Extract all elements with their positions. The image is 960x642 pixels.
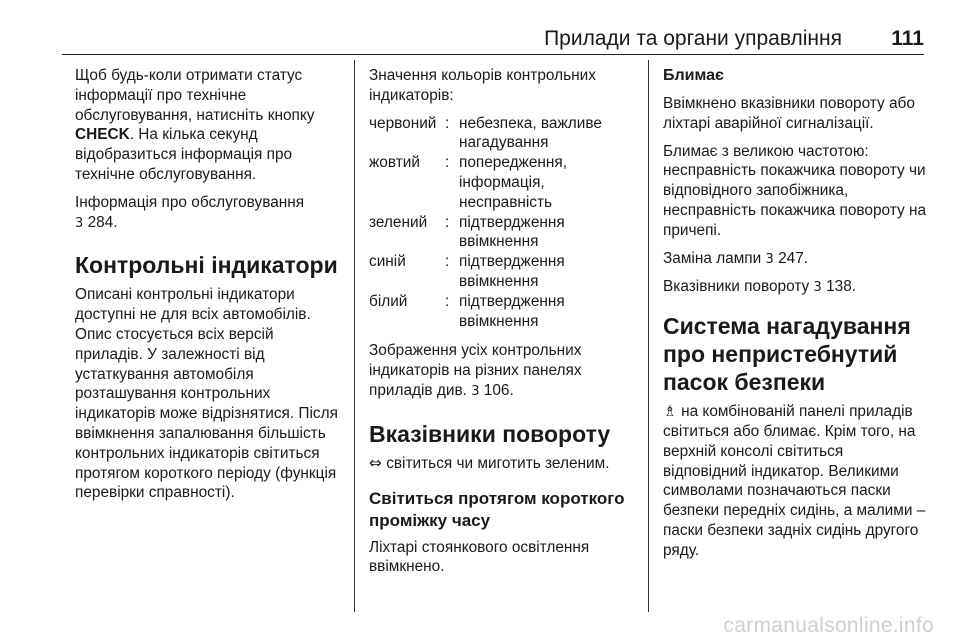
column-1 — [75, 66, 343, 511]
color-name: жовтий — [369, 154, 420, 172]
color-row — [369, 252, 637, 292]
page-ref-icon: 3 — [75, 215, 84, 231]
column-divider-1 — [354, 60, 355, 612]
watermark: carmanualsonline.info — [723, 614, 934, 637]
check-key-label: CHECK — [75, 126, 130, 144]
turn-ref-paragraph: Вказівники повороту 3 138. — [663, 278, 857, 296]
control-indicators-heading: Контрольні індикатори — [75, 252, 338, 279]
color-description: підтвердження ввімкнення — [459, 213, 565, 251]
color-meaning-table — [369, 114, 637, 332]
page-number: 111 — [891, 27, 924, 50]
service-status-paragraph: Щоб будь-коли отримати статус інформації про технічне обслуговування, натисніть кнопку CHECK. На кілька секунд відобразиться інформація про технічне обслуговування. — [75, 67, 315, 183]
page-ref-link[interactable]: 247. — [778, 249, 809, 267]
color-row — [369, 292, 637, 332]
color-row — [369, 213, 637, 253]
lamp-ref-paragraph: Заміна лампи 3 247. — [663, 249, 809, 267]
page-ref-icon: 3 — [813, 280, 822, 296]
seatbelt-paragraph: ♗ на комбінованій панелі приладів світиться або блимає. Крім того, на верхній консолі світиться відповідний індикатор. Великими символами позначаються паски безпеки передніх сидінь, а малими – паски безпеки задніх сидінь другого ряду. — [663, 402, 926, 559]
page-ref-link[interactable]: 106. — [483, 381, 514, 399]
service-info-ref-paragraph: Інформація про обслуговування 3 284. — [75, 193, 305, 231]
panels-ref-paragraph: Зображення усіх контрольних індикаторів на різних панелях приладів див. 3 106. — [369, 342, 582, 399]
turn-signal-icon: ⇔ — [369, 453, 382, 472]
color-description: попередження, інформація, несправність — [459, 154, 568, 211]
control-indicators-paragraph: Описані контрольні індикатори доступні не для всіх автомобілів. Опис стосується всіх версій приладів. У залежності від устаткування автомобіля розташування контрольних індикаторів може відрізнятися. Після ввімкнення запалювання більшість контрольних індикаторів світиться протягом короткого періоду (функція перевірки справності). — [75, 286, 338, 502]
header-divider — [62, 54, 924, 55]
page-ref-icon: 3 — [765, 251, 774, 267]
color-separator: : — [445, 213, 450, 231]
page-ref-link[interactable]: 284. — [87, 213, 118, 231]
page-ref-icon: 3 — [471, 383, 480, 399]
seatbelt-reminder-heading: Система нагадування про непристебнутий пасок безпеки — [663, 313, 911, 396]
color-separator: : — [445, 292, 450, 310]
blinks-paragraph-2: Блимає з великою частотою: несправність покажчика повороту чи відповідного запобіжника, несправність покажчика повороту на причепі. — [663, 142, 927, 239]
color-name: зелений — [369, 213, 428, 231]
color-name: червоний — [369, 114, 437, 132]
blinks-paragraph-1: Ввімкнено вказівники повороту або ліхтарі аварійної сигналізації. — [663, 95, 915, 132]
color-name: білий — [369, 292, 408, 310]
short-period-paragraph: Ліхтарі стоянкового освітлення ввімкнено. — [369, 538, 590, 576]
color-description: підтвердження ввімкнення — [459, 253, 565, 290]
color-row — [369, 153, 637, 212]
color-description: небезпека, важливе нагадування — [459, 114, 602, 152]
column-2 — [369, 66, 637, 585]
color-name: синій — [369, 253, 406, 271]
page-header — [0, 0, 960, 56]
page-ref-link[interactable]: 138. — [826, 278, 857, 296]
color-meaning-intro: Значення кольорів контрольних індикаторів: — [369, 67, 596, 104]
column-divider-2 — [648, 60, 649, 612]
short-period-heading: Світиться протягом короткого проміжку часу — [369, 488, 625, 530]
color-separator: : — [445, 154, 450, 172]
turn-signals-paragraph: ⇔ світиться чи миготить зеленим. — [369, 453, 610, 472]
turn-signals-heading: Вказівники повороту — [369, 420, 611, 447]
chapter-title: Прилади та органи управління — [544, 27, 842, 50]
blinks-heading: Блимає — [663, 67, 724, 84]
color-separator: : — [445, 253, 450, 271]
color-description: підтвердження ввімкнення — [459, 292, 565, 330]
column-3 — [663, 66, 931, 569]
seatbelt-icon: ♗ — [663, 402, 677, 421]
color-separator: : — [445, 114, 450, 132]
color-row — [369, 114, 637, 154]
